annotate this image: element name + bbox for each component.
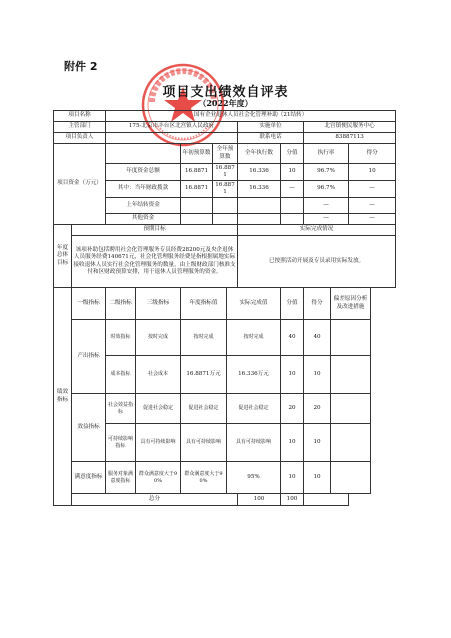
- page-subtitle: （2022年度）: [198, 98, 253, 108]
- perf-l2: 时效指标: [106, 320, 136, 356]
- perf-target: 具有可持续影响: [181, 424, 227, 462]
- funds-row-label: 年度资金总额: [106, 164, 181, 181]
- perf-l3: 促进社会稳定: [136, 394, 181, 424]
- funds-row-exec: [238, 198, 281, 214]
- goals-section-label: 年度总体目标: [54, 225, 72, 288]
- funds-row-rate: 96.7%: [304, 181, 349, 198]
- perf-target: 促进社会稳定: [181, 394, 227, 424]
- funds-row-full: 16.8871: [213, 164, 238, 181]
- perf-get: 20: [304, 394, 331, 424]
- perf-l1-satisfaction: 满意度指标: [72, 462, 106, 494]
- dept-value: 175-北京市丰台区北宫镇人民政府: [106, 122, 238, 133]
- perf-actual: 具有可持续影响: [227, 424, 281, 462]
- phone-label: 联系电话: [238, 133, 304, 144]
- goals-expected-label: 预期目标: [72, 225, 238, 236]
- perf-l2: 服务对象满意度指标: [106, 462, 136, 494]
- project-name-label: 项目名称: [54, 111, 106, 122]
- funds-row-get: —: [349, 198, 396, 214]
- perf-target: 按时完成: [181, 320, 227, 356]
- funds-row-exec: [238, 214, 281, 225]
- funds-head-get: 得分: [349, 144, 396, 164]
- funds-row-full: 16.8871: [213, 181, 238, 198]
- funds-row-label: 其他资金: [106, 214, 181, 225]
- funds-row-rate: —: [304, 214, 349, 225]
- perf-head-reason: 偏差原因分析及改进措施: [331, 288, 371, 320]
- funds-row-budget: [181, 214, 213, 225]
- perf-get: 10: [304, 356, 331, 394]
- perf-l2: 可持续影响指标: [106, 424, 136, 462]
- impl-unit-value: 北宫镇便民服务中心: [304, 122, 396, 133]
- perf-l3: 具有可持续影响: [136, 424, 181, 462]
- perf-l3: 按时完成: [136, 320, 181, 356]
- perf-l1-benefit: 效益指标: [72, 394, 106, 462]
- funds-head-full-budget: 全年预算数: [213, 144, 238, 164]
- perf-actual: 促进社会稳定: [227, 394, 281, 424]
- funds-row-score: —: [281, 181, 304, 198]
- funds-row-exec: 16.336: [238, 181, 281, 198]
- perf-l2: 成本指标: [106, 356, 136, 394]
- perf-reason: [331, 320, 371, 356]
- funds-row-exec: 16.336: [238, 164, 281, 181]
- perf-get: 10: [304, 462, 331, 494]
- perf-score: 10: [281, 462, 304, 494]
- goals-actual-text: 已按照活动开展及专员录用实际发放。: [238, 236, 396, 288]
- funds-row-label: 上年结转资金: [106, 198, 181, 214]
- perf-actual: 按时完成: [227, 320, 281, 356]
- funds-row-get: —: [349, 214, 396, 225]
- goals-expected-text: 该项补助包括聘用社会化管理服务专员经费28200元及央企退休人员服务经费140671元，社会化管理服务经费是指根据属地实际接收退休人员实行社会化管理服务的数量，由上级财政部门核准支付和区财政预算安排，用于退休人员管理服务的资金。: [72, 236, 238, 288]
- funds-row-budget: 16.8871: [181, 164, 213, 181]
- perf-reason: [331, 356, 371, 394]
- perf-head-get: 得分: [304, 288, 331, 320]
- person-label: 项目负责人: [54, 133, 106, 144]
- funds-row-score: 10: [281, 164, 304, 181]
- total-label: 总分: [72, 494, 238, 506]
- impl-unit-label: 实施单位: [238, 122, 304, 133]
- perf-score: 20: [281, 394, 304, 424]
- perf-l3: 群众满意度大于90%: [136, 462, 181, 494]
- funds-head-rate: 执行率: [304, 144, 349, 164]
- total-reason: [304, 494, 349, 506]
- project-name-value: 国有企业退休人员社会化管理补助（21结转）: [106, 111, 396, 122]
- perf-head-l1: 一级指标: [72, 288, 106, 320]
- perf-target: 16.8871万元: [181, 356, 227, 394]
- funds-head-budget: 年初预算数: [181, 144, 213, 164]
- perf-score: 10: [281, 356, 304, 394]
- funds-section-label: 项目资金（万元）: [54, 144, 106, 225]
- funds-blank-head: [106, 144, 181, 164]
- perf-head-actual: 实际完成值: [227, 288, 281, 320]
- perf-section-label: 绩效指标: [54, 288, 72, 506]
- perf-score: 10: [281, 424, 304, 462]
- funds-row-budget: 16.8871: [181, 181, 213, 198]
- phone-value: 83887113: [304, 133, 396, 144]
- perf-head-target: 年度指标值: [181, 288, 227, 320]
- funds-row-rate: 96.7%: [304, 164, 349, 181]
- person-value: [106, 133, 238, 144]
- perf-l2: 社会效益指标: [106, 394, 136, 424]
- perf-l3: 社会成本: [136, 356, 181, 394]
- perf-l1-output: 产出指标: [72, 320, 106, 394]
- funds-row-rate: —: [304, 198, 349, 214]
- perf-get: 10: [304, 424, 331, 462]
- dept-label: 主管部门: [54, 122, 106, 133]
- funds-row-label: 其中：当年财政拨款: [106, 181, 181, 198]
- perf-head-l3: 三级指标: [136, 288, 181, 320]
- perf-reason: [331, 394, 371, 424]
- perf-actual: 16.336万元: [227, 356, 281, 394]
- funds-head-score: 分值: [281, 144, 304, 164]
- funds-row-budget: [181, 198, 213, 214]
- attachment-label: 附件 2: [64, 60, 98, 73]
- page-title: 项目支出绩效自评表: [162, 85, 289, 100]
- perf-score: 40: [281, 320, 304, 356]
- self-evaluation-table: [53, 110, 396, 506]
- goals-actual-label: 实际完成情况: [238, 225, 396, 236]
- funds-row-full: [213, 198, 238, 214]
- perf-reason: [331, 424, 371, 462]
- total-get: 100: [281, 494, 304, 506]
- perf-target: 群众满意度大于90%: [181, 462, 227, 494]
- perf-head-score: 分值: [281, 288, 304, 320]
- perf-actual: 95%: [227, 462, 281, 494]
- total-score: 100: [238, 494, 281, 506]
- perf-get: 40: [304, 320, 331, 356]
- funds-row-score: [281, 214, 304, 225]
- funds-row-get: —: [349, 181, 396, 198]
- perf-head-l2: 二级指标: [106, 288, 136, 320]
- perf-reason: [331, 462, 371, 494]
- funds-row-get: 10: [349, 164, 396, 181]
- funds-row-score: [281, 198, 304, 214]
- funds-head-exec: 全年执行数: [238, 144, 281, 164]
- funds-row-full: [213, 214, 238, 225]
